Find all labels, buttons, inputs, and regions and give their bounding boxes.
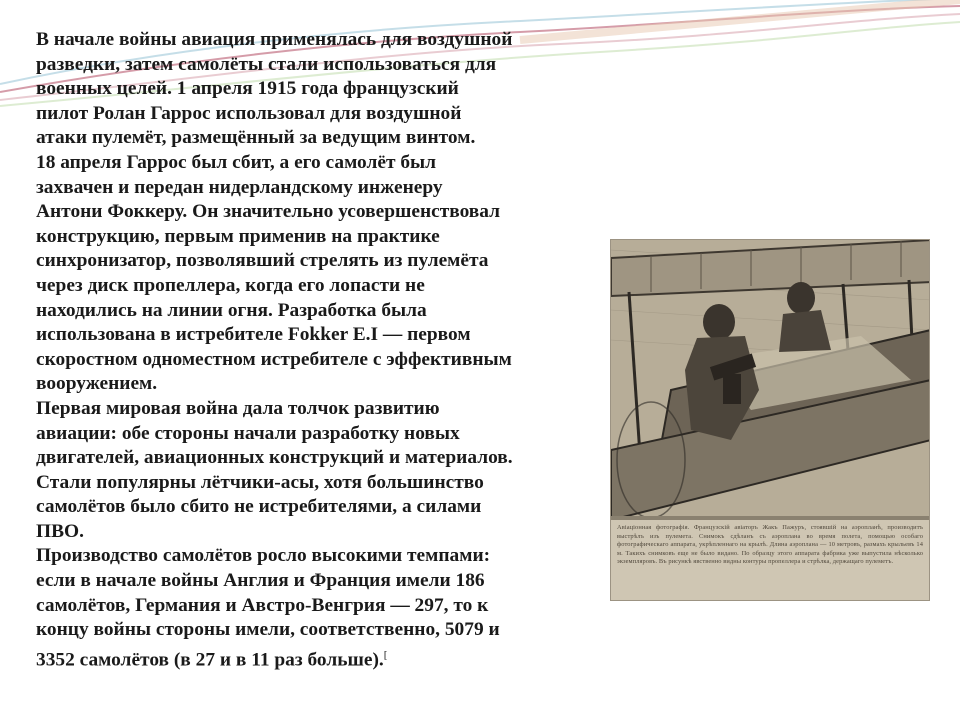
paragraph <box>36 544 596 672</box>
paragraph <box>36 397 596 545</box>
text-line: находились на линии огня. Разработка была <box>36 299 427 321</box>
historical-photo <box>610 239 930 601</box>
text-line: использована в истребителе Fokker E.I — первом <box>36 324 471 346</box>
text-line: атаки пулемёт, размещённый за ведущим винтом. <box>36 127 476 149</box>
text-line: авиации: обе стороны начали разработку новых <box>36 422 460 444</box>
text-line: вооружением. <box>36 373 158 395</box>
text-line: Первая мировая война дала толчок развитию <box>36 397 440 419</box>
text-line: конструкцию, первым применив на практике <box>36 225 440 247</box>
article-text <box>36 28 596 673</box>
aviator-engraving-image <box>611 240 930 520</box>
photo-caption: Авіаціонная фотографія. Французскій авіаторъ Жакъ Пажуръ, стоявшій на аэропланѣ, производитъ выстрѣлъ изъ пулемета. Снимокъ сдѣланъ съ аэроплана во время полета, помощью особаго фотографическаго аппарата, укрѣпленнаго на крылѣ. Длина аэроплана — 10 метровъ, размахъ крыльевъ 14 м. Такихъ снимковъ еще не было видано. По образцу этого аппарата фабрика уже выпустила нѣсколько экземпляровъ. Въ рисункѣ явственно видны контуры пропеллера и стрѣлка, держащаго пулеметъ. <box>617 524 923 566</box>
text-line: если в начале войны Англия и Франция имели 186 <box>36 570 485 592</box>
text-line: Стали популярны лётчики-асы, хотя большинство <box>36 471 484 493</box>
text-line: Антони Фоккеру. Он значительно усовершенствовал <box>36 201 501 223</box>
paragraph <box>36 28 596 151</box>
paragraph <box>36 151 596 397</box>
text-line: военных целей. 1 апреля 1915 года французский <box>36 78 459 100</box>
text-line: 18 апреля Гаррос был сбит, а его самолёт был <box>36 151 437 173</box>
text-line: ПВО. <box>36 520 84 542</box>
text-line: захвачен и передан нидерландскому инженеру <box>36 176 443 198</box>
text-line: Производство самолётов росло высокими темпами: <box>36 545 491 567</box>
text-line: В начале войны авиация применялась для воздушной <box>36 29 513 50</box>
text-line: самолётов было сбито не истребителями, а силами <box>36 496 482 518</box>
footnote-mark: [ <box>383 648 388 661</box>
text-line: разведки, затем самолёты стали использоваться для <box>36 53 497 75</box>
text-line: через диск пропеллера, когда его лопасти не <box>36 274 425 296</box>
text-line: пилот Ролан Гаррос использовал для воздушной <box>36 102 462 124</box>
text-line: самолётов, Германия и Австро-Венгрия — 297, то к <box>36 594 489 616</box>
text-line: синхронизатор, позволявший стрелять из пулемёта <box>36 250 489 272</box>
text-line: 3352 самолётов (в 27 и в 11 раз больше). <box>36 649 384 671</box>
text-line: двигателей, авиационных конструкций и материалов. <box>36 447 513 469</box>
text-line: концу войны стороны имели, соответственно, 5079 и <box>36 619 500 641</box>
text-line: скоростном одноместном истребителе с эффективным <box>36 348 512 370</box>
